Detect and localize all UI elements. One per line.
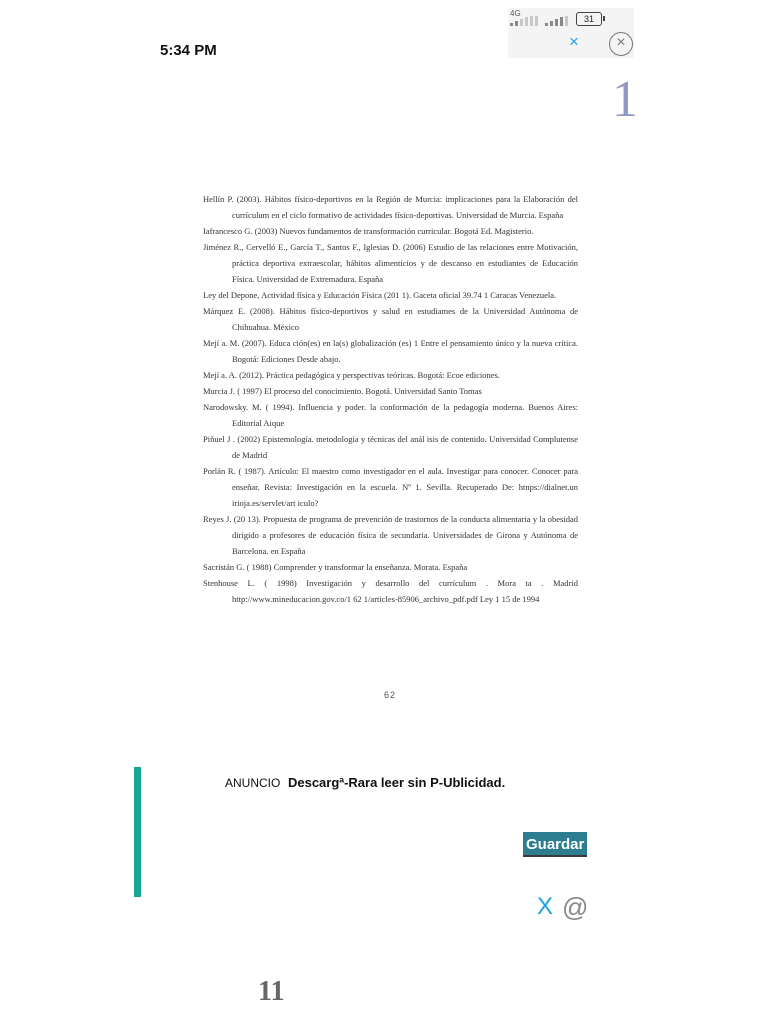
page-footer-number: 62 [384,690,397,700]
ad-message[interactable]: Descargª-Rara leer sin P-Ublicidad. [287,775,506,790]
reference-item: Piñuel J . (2002) Epistemología. metodología y técnicas del anál isis de contenido. Universidad Complutense de Madrid [203,434,578,460]
page-number-top: 1 [612,71,638,128]
reference-item: Reyes J. (20 13). Propuesta de programa de prevención de trastornos de la conducta alimentaria y la obesidad dirigido a profesores de educación física de secundaria. Universidades de Girona y Autónoma de Barcelona. en España [203,514,578,556]
reference-item: Jiménez R., Cervelló E., García T., Santos F., Iglesias D. (2006) Estudio de las relaciones entre Motivación, práctica deportiva extraescolar, hábitos alimenticios y de descanso en estudiantes de Educación Física. Universidad de Extremadura. España [203,242,578,284]
close-circle-icon[interactable]: × [609,32,633,56]
reference-item: Porlán R. ( 1987). Artículo: El maestro como investigador en el aula. Investigar para conocer. Conocer para enseñar. Revista: Investigación en la escuela. Nº 1. Sevilla. Recuperado De: htnps://dialnet.un irioja.es/servlet/art iculo? [203,466,578,508]
status-time: 5:34 PM [160,42,217,59]
reference-item: Sacristán G. ( 1988) Comprender y transformar la enseñanza. Morata. España [203,562,468,572]
ad-accent-bar [134,767,141,897]
signal-strength-icon [510,16,540,26]
reference-item: Hellín P. (2003). Hábitos físico-deportivos en la Región de Murcia: implicaciones para la Elaboración del currículum en el ciclo formativo de actividades físico-deportivas. Universidad de Murcia. España [203,194,578,220]
page-number-bottom: 11 [258,976,285,1007]
ad-close-icon[interactable]: × [569,32,579,51]
reference-item: Ley del Depone, Actividad física y Educación Física (201 1). Gaceta oficial 39.74 1 Caracas Venezuela. [203,290,557,300]
battery-tip [603,16,605,21]
reference-item: Murcia J. ( 1997) El proceso del conocimiento. Bogotá. Universidad Santo Tomas [203,386,482,396]
ad-label: ANUNCIO [225,776,281,790]
network-type: 4G [510,9,521,18]
reference-item: Márquez E. (2008). Hábitos físico-deportivos y salud en estudiames de la Universidad Autónoma de Chihuahua. México [203,306,578,332]
save-button[interactable]: Guardar [523,832,587,857]
ad-banner-text [225,775,505,790]
at-icon[interactable]: @ [562,892,589,922]
x-icon[interactable]: X [537,893,554,920]
battery-icon: 31 [576,12,602,26]
reference-item: Iafrancesco G. (2003) Nuevos fundamentos de transformación curricular. Bogotá Ed. Magisterio. [203,226,534,236]
signal-strength-icon-2 [545,16,570,26]
reference-item: Narodowsky. M. ( 1994). Influencia y poder. la conformación de la pedagogía moderna. Buenos Aires: Editorial Aique [203,402,578,428]
reference-item: Mejí a. A. (2012). Práctica pedagógica y perspectivas teóricas. Bogotá: Ecoe ediciones. [203,370,500,380]
reference-item: Stenhouse L. ( 1998) Investigación y desarrollo del currículum . Mora ta . Madrid http://www.mineducacion.gov.co/1 62 1/articles-85906_archivo_pdf.pdf Ley 1 15 de 1994 [203,578,578,604]
references-list [203,191,578,607]
reference-item: Mejí a. M. (2007). Educa ción(es) en la(s) globalización (es) 1 Entre el pensamiento único y la nueva crítica. Bogotá: Ediciones Desde abajo. [203,338,578,364]
